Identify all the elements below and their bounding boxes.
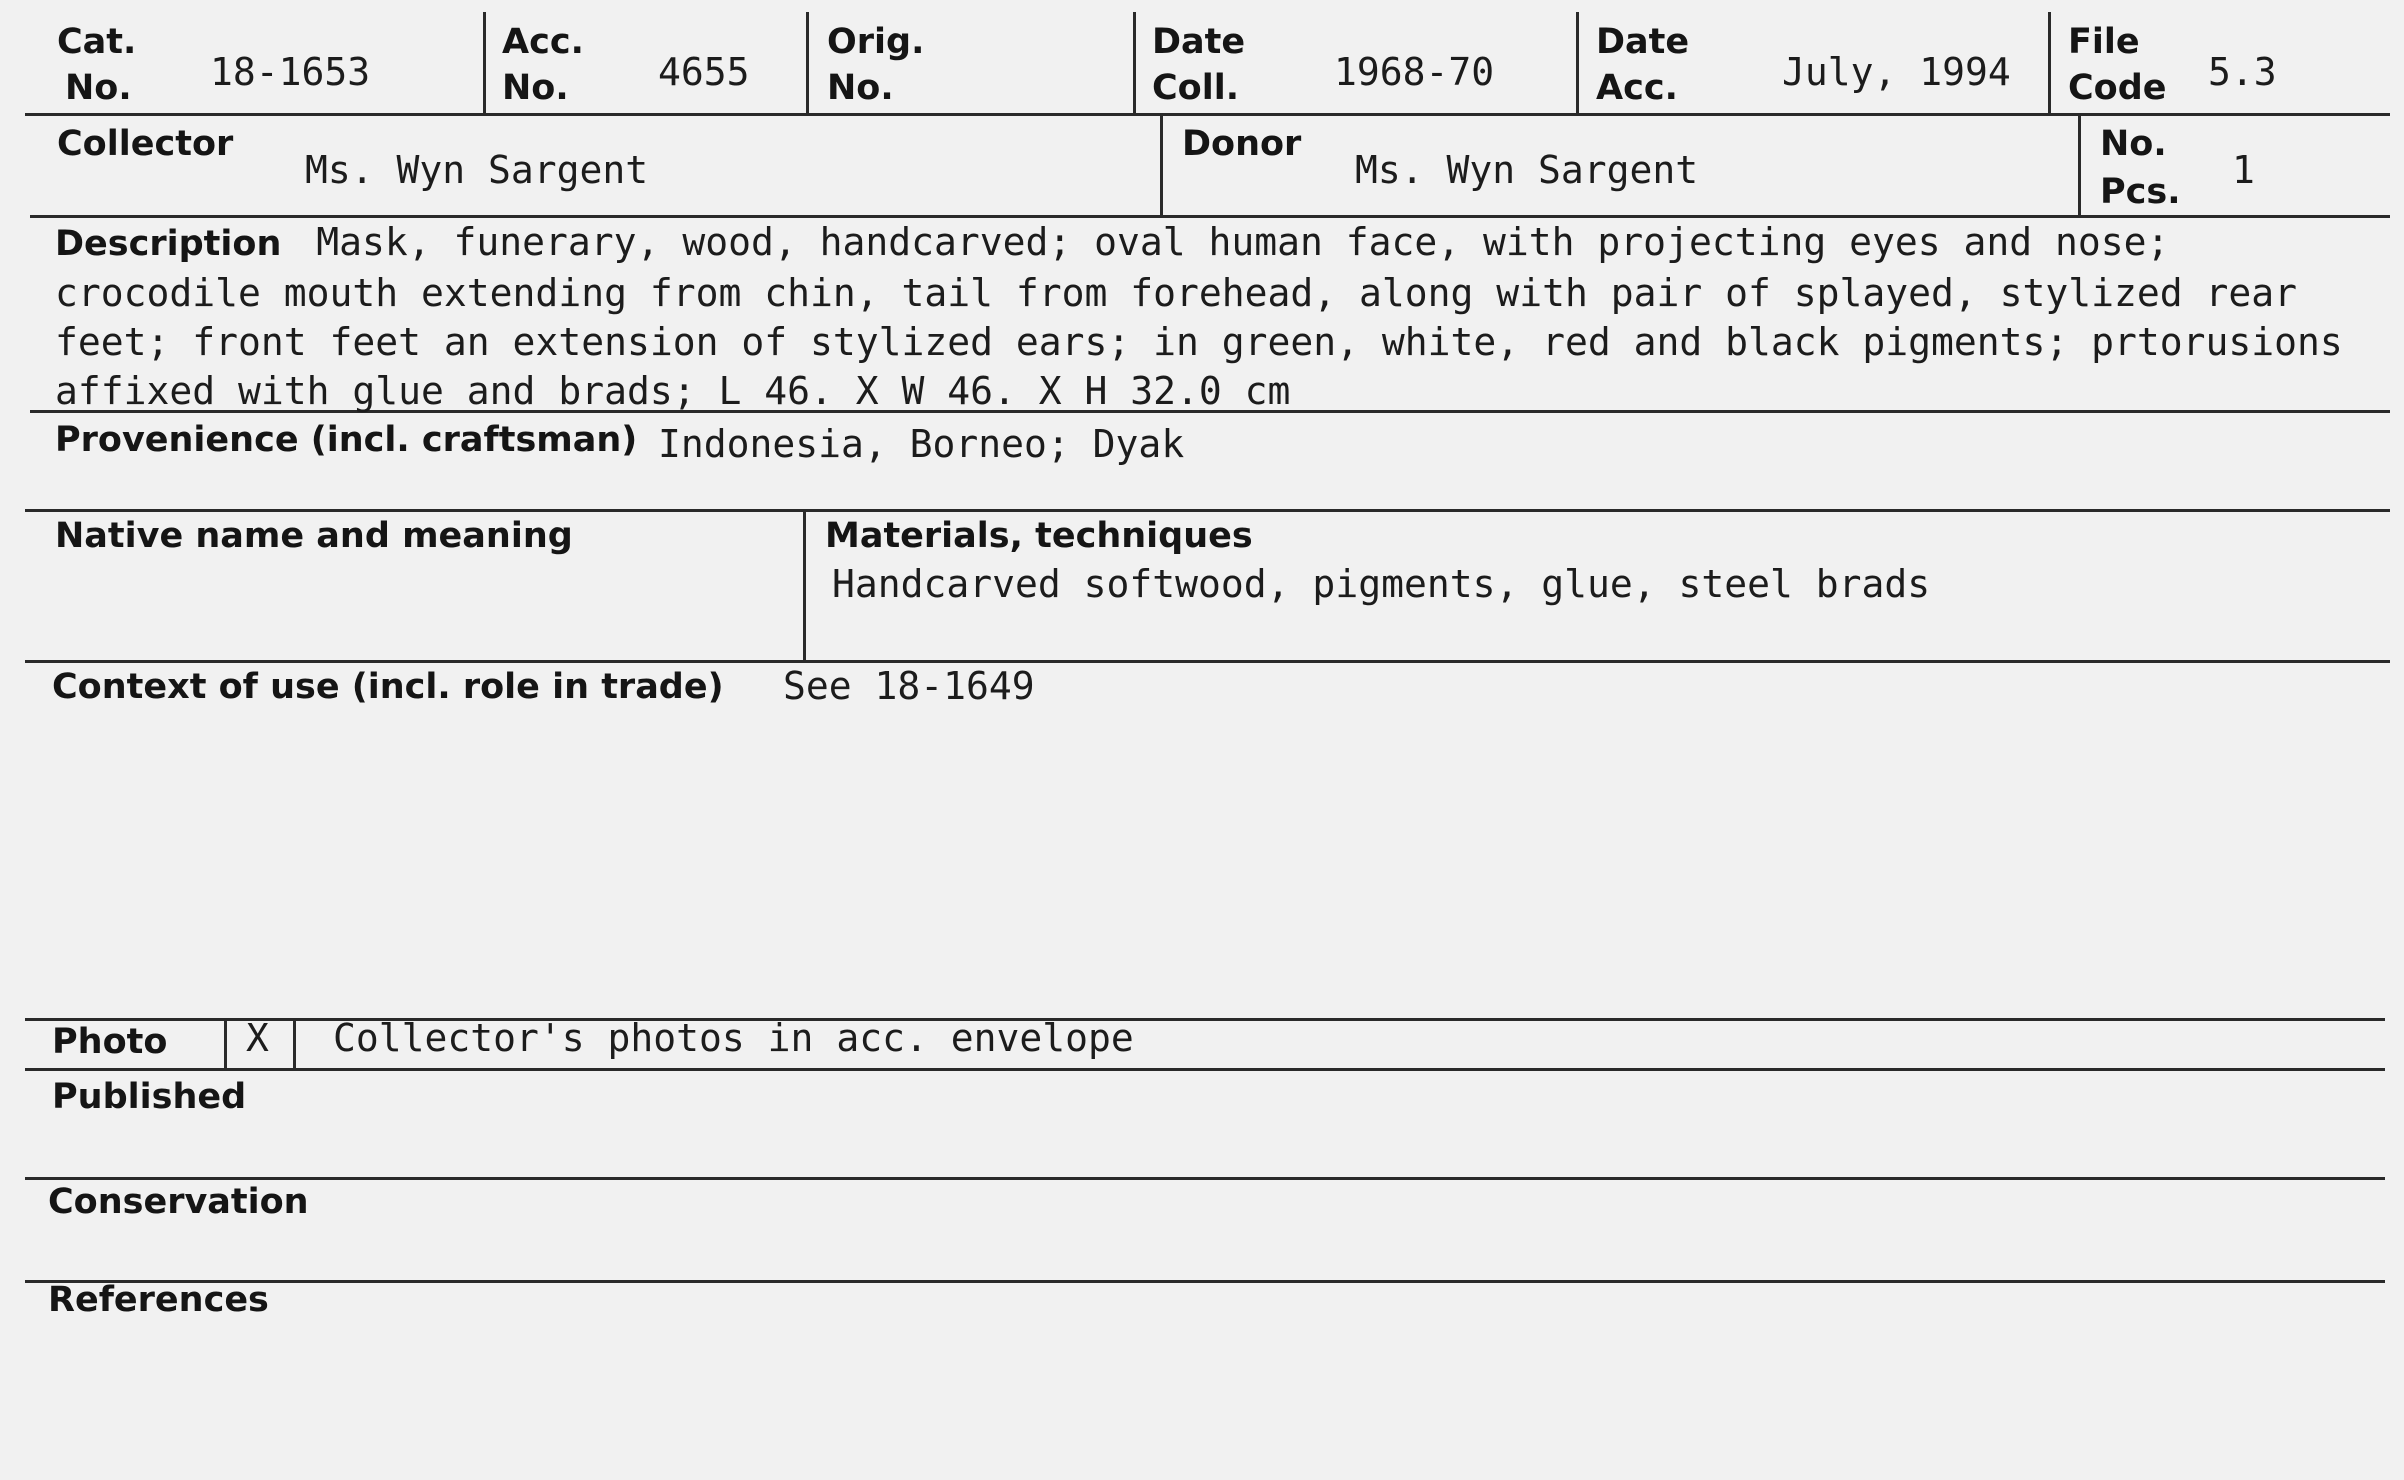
- date-coll-label-1: Date: [1152, 22, 1246, 62]
- references-label: References: [48, 1280, 269, 1320]
- acc-no-label-1: Acc.: [502, 22, 584, 62]
- donor-value: Ms. Wyn Sargent: [1355, 148, 1699, 192]
- file-code-label-1: File: [2068, 22, 2140, 62]
- divider-acc-orig: [806, 12, 809, 114]
- materials-value: Handcarved softwood, pigments, glue, steel brads: [832, 562, 1931, 606]
- conservation-label: Conservation: [48, 1182, 309, 1222]
- description-label: Description: [55, 224, 282, 264]
- photo-mark: X: [246, 1016, 269, 1060]
- divider-donor-pcs: [2078, 114, 2081, 216]
- divider-cat-acc: [483, 12, 486, 114]
- rule-photo-bottom: [25, 1068, 2385, 1071]
- divider-collector-donor: [1160, 114, 1163, 216]
- cat-no-label-1: Cat.: [57, 22, 137, 62]
- provenience-label: Provenience (incl. craftsman): [55, 420, 638, 460]
- rule-header-bottom: [25, 113, 2390, 116]
- divider-dateacc-file: [2048, 12, 2051, 114]
- photo-label: Photo: [52, 1022, 168, 1062]
- published-label: Published: [52, 1077, 247, 1117]
- photo-box-left: [224, 1018, 227, 1070]
- rule-materials-bottom: [25, 660, 2390, 663]
- native-name-label: Native name and meaning: [55, 516, 573, 556]
- orig-no-label-1: Orig.: [827, 22, 925, 62]
- divider-datecoll-dateacc: [1576, 12, 1579, 114]
- acc-no-value: 4655: [658, 50, 750, 94]
- file-code-value: 5.3: [2208, 50, 2277, 94]
- collector-value: Ms. Wyn Sargent: [305, 148, 649, 192]
- date-coll-label-2: Coll.: [1152, 68, 1240, 108]
- collector-label: Collector: [57, 124, 234, 164]
- description-block: [55, 218, 2355, 416]
- materials-label: Materials, techniques: [825, 516, 1253, 556]
- donor-label: Donor: [1182, 124, 1302, 164]
- no-pcs-label-2: Pcs.: [2100, 172, 2181, 212]
- rule-conservation-bottom: [25, 1280, 2385, 1283]
- photo-value: Collector's photos in acc. envelope: [333, 1016, 1134, 1060]
- rule-provenience-bottom: [25, 509, 2390, 512]
- acc-no-label-2: No.: [502, 68, 569, 108]
- date-acc-label-2: Acc.: [1596, 68, 1678, 108]
- cat-no-value: 18-1653: [210, 50, 371, 94]
- file-code-label-2: Code: [2068, 68, 2167, 108]
- no-pcs-value: 1: [2232, 148, 2255, 192]
- description-text: Mask, funerary, wood, handcarved; oval human face, with projecting eyes and nose; crocodile mouth extending from chin, tail from forehead, along with pair of splayed, stylized rear feet; front feet an extension of stylized ears; in green, white, red and black pigments; prtorusions affixed with glue and brads; L 46. X W 46. X H 32.0 cm: [55, 220, 2343, 413]
- photo-box-right: [293, 1018, 296, 1070]
- date-coll-value: 1968-70: [1334, 50, 1495, 94]
- divider-native-materials: [803, 510, 806, 661]
- date-acc-value: July, 1994: [1782, 50, 2011, 94]
- rule-published-bottom: [25, 1177, 2385, 1180]
- date-acc-label-1: Date: [1596, 22, 1690, 62]
- divider-orig-datecoll: [1133, 12, 1136, 114]
- orig-no-label-2: No.: [827, 68, 894, 108]
- context-label: Context of use (incl. role in trade): [52, 667, 724, 707]
- context-value: See 18-1649: [783, 664, 1035, 708]
- cat-no-label-2: No.: [65, 68, 132, 108]
- provenience-value: Indonesia, Borneo; Dyak: [658, 422, 1185, 466]
- no-pcs-label-1: No.: [2100, 124, 2167, 164]
